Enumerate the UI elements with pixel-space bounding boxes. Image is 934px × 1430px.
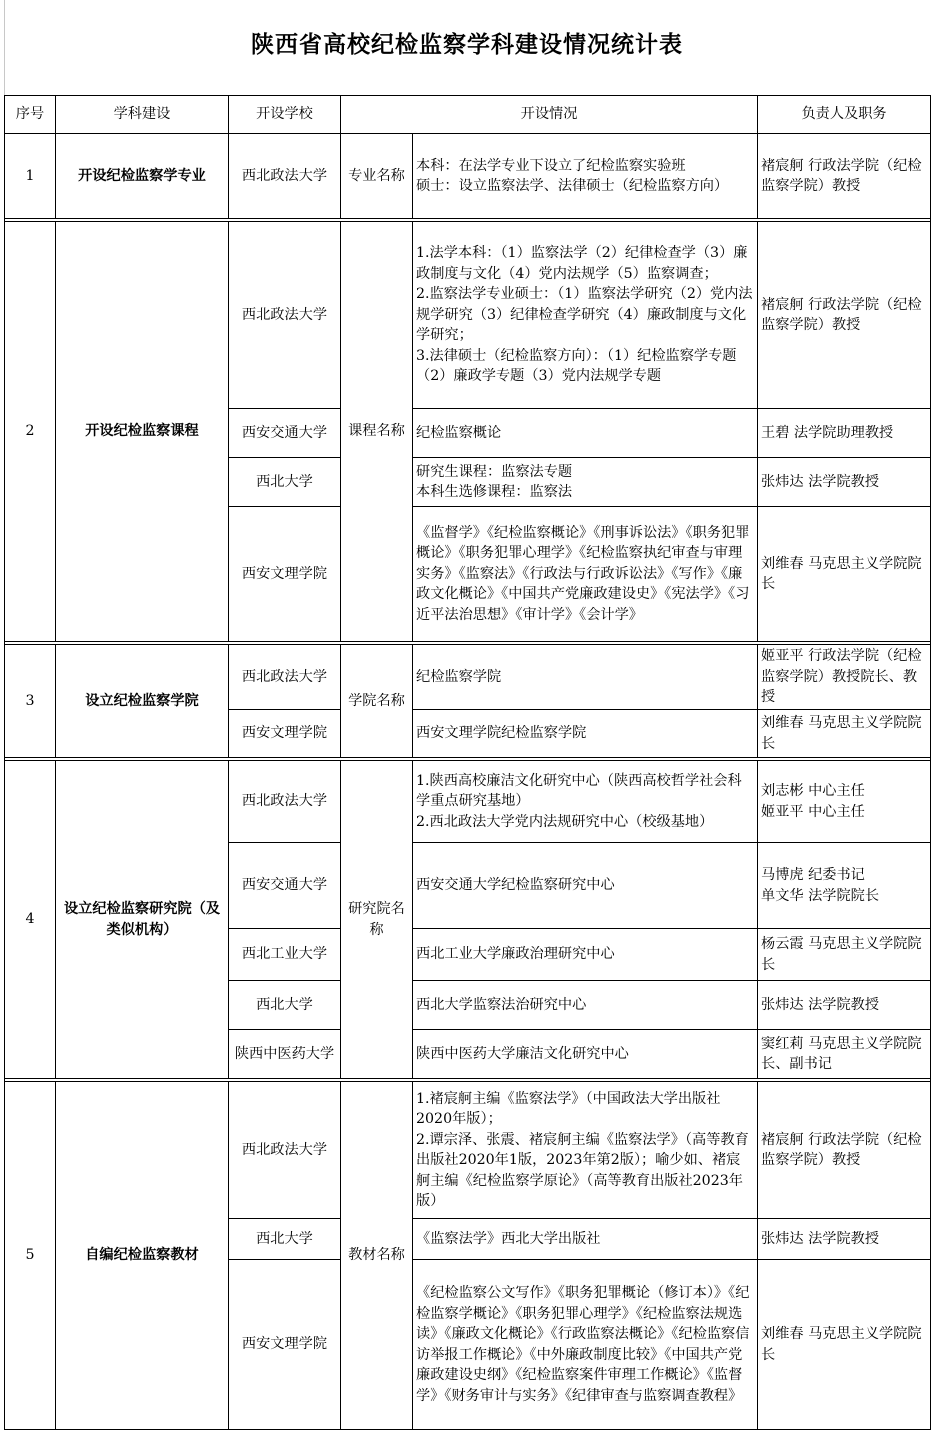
school-name: 西北工业大学: [229, 929, 341, 981]
detail-line: 2.西北政法大学党内法规研究中心（校级基地）: [416, 813, 714, 830]
responsible-person: [758, 507, 931, 642]
detail-line: 本科：在法学专业下设立了纪检监察实验班: [416, 157, 686, 174]
school-name: 西安交通大学: [229, 843, 341, 929]
responsible-person: [758, 222, 931, 409]
detail-line: 1.法学本科：（1）监察法学（2）纪律检查学（3）廉政制度与文化（4）党内法规学（5）监察调查；: [416, 245, 748, 282]
responsible-person: [758, 645, 931, 710]
school-name: 西北大学: [229, 1219, 341, 1260]
table-row: [5, 1082, 931, 1219]
table-row: [5, 222, 931, 409]
header-no: 序号: [5, 96, 56, 134]
detail-line: 2.谭宗泽、张震、褚宸舸主编《监察法学》（高等教育出版社2020年1版，2023年第2版）；喻少如、褚宸舸主编《纪检监察学原论》（高等教育出版社2023年版）: [416, 1131, 749, 1209]
detail-line: 《监督学》《纪检监察概论》《刑事诉讼法》《职务犯罪概论》《职务犯罪心理学》《纪检监察执纪审查与审理实务》《监察法》《行政法与行政诉讼法》《写作》《廉政文化概论》《中国共产党廉政建设史》《宪法学》《习近平法治思想》《审计学》《会计学》: [416, 524, 750, 623]
school-name: 西安交通大学: [229, 409, 341, 458]
header-school: 开设学校: [229, 96, 341, 134]
situation-detail: [413, 761, 758, 843]
category-label: 研究院名称: [341, 761, 413, 1079]
responsible-person: [758, 134, 931, 219]
category-label: 课程名称: [341, 222, 413, 642]
responsible-line: 窦红莉 马克思主义学院院长、副书记: [761, 1035, 922, 1072]
responsible-person: [758, 929, 931, 981]
subject-name: 设立纪检监察学院: [56, 645, 229, 758]
school-name: 西北政法大学: [229, 1082, 341, 1219]
responsible-person: [758, 1082, 931, 1219]
school-name: 西安文理学院: [229, 507, 341, 642]
situation-detail: [413, 1260, 758, 1430]
school-name: 西北大学: [229, 458, 341, 507]
detail-line: 硕士：设立监察法学、法律硕士（纪检监察方向）: [416, 178, 729, 194]
responsible-line: 褚宸舸 行政法学院（纪检监察学院）教授: [761, 296, 922, 333]
school-name: 西北大学: [229, 981, 341, 1030]
detail-line: 本科生选修课程：监察法: [416, 484, 573, 500]
row-number: 2: [5, 222, 56, 642]
detail-line: 西安交通大学纪检监察研究中心: [416, 877, 615, 894]
category-label: 学院名称: [341, 645, 413, 758]
table-row: [5, 134, 931, 219]
detail-line: 3.法律硕士（纪检监察方向）：（1）纪检监察学专题（2）廉政学专题（3）党内法规学专题: [416, 347, 737, 385]
detail-line: 1.褚宸舸主编《监察法学》（中国政法大学出版社2020年版）；: [416, 1090, 721, 1127]
responsible-line: 张炜达 法学院教授: [761, 473, 880, 490]
situation-detail: [413, 507, 758, 642]
detail-line: 西安文理学院纪检监察学院: [416, 725, 587, 742]
page-title: 陕西省高校纪检监察学科建设情况统计表: [251, 31, 683, 58]
responsible-person: [758, 843, 931, 929]
detail-line: 西北工业大学廉政治理研究中心: [416, 946, 615, 963]
situation-detail: [413, 710, 758, 758]
responsible-line: 刘维春 马克思主义学院院长: [761, 555, 922, 592]
responsible-person: [758, 1219, 931, 1260]
detail-line: 纪检监察概论: [416, 424, 502, 441]
responsible-line: 张炜达 法学院教授: [761, 996, 880, 1013]
situation-detail: [413, 134, 758, 219]
school-name: 西北政法大学: [229, 761, 341, 843]
subject-name: 设立纪检监察研究院（及类似机构）: [56, 761, 229, 1079]
situation-detail: [413, 981, 758, 1030]
responsible-line: 单文华 法学院院长: [761, 887, 880, 904]
school-name: 西安文理学院: [229, 710, 341, 758]
detail-line: 1.陕西高校廉洁文化研究中心（陕西高校哲学社会科学重点研究基地）: [416, 772, 742, 810]
responsible-line: 刘志彬 中心主任: [761, 783, 865, 799]
responsible-line: 王碧 法学院助理教授: [761, 424, 894, 441]
responsible-person: [758, 458, 931, 507]
situation-detail: [413, 222, 758, 409]
row-number: 4: [5, 761, 56, 1079]
header-responsible: 负责人及职务: [758, 96, 931, 134]
situation-detail: [413, 1219, 758, 1260]
responsible-line: 褚宸舸 行政法学院（纪检监察学院）教授: [761, 1131, 922, 1168]
detail-line: 《监察法学》西北大学出版社: [416, 1230, 601, 1247]
situation-detail: [413, 458, 758, 507]
header-situation: 开设情况: [341, 96, 758, 134]
school-name: 西北政法大学: [229, 645, 341, 710]
school-name: 西北政法大学: [229, 134, 341, 219]
statistics-table: [4, 95, 931, 1430]
subject-name: 自编纪检监察教材: [56, 1082, 229, 1430]
situation-detail: [413, 929, 758, 981]
responsible-person: [758, 1260, 931, 1430]
responsible-line: 姬亚平 中心主任: [761, 803, 865, 820]
responsible-person: [758, 761, 931, 843]
responsible-line: 刘维春 马克思主义学院院长: [761, 1326, 922, 1363]
responsible-person: [758, 981, 931, 1030]
row-number: 5: [5, 1082, 56, 1430]
school-name: 西北政法大学: [229, 222, 341, 409]
school-name: 陕西中医药大学: [229, 1030, 341, 1079]
detail-line: 研究生课程：监察法专题: [416, 463, 573, 480]
detail-line: 陕西中医药大学廉洁文化研究中心: [416, 1045, 629, 1062]
school-name: 西安文理学院: [229, 1260, 341, 1430]
detail-line: 2.监察法学专业硕士：（1）监察法学研究（2）党内法规学研究（3）纪律检查学研究（4）廉政制度与文化学研究；: [416, 286, 753, 344]
responsible-person: [758, 1030, 931, 1079]
subject-name: 开设纪检监察课程: [56, 222, 229, 642]
situation-detail: [413, 1030, 758, 1079]
table-row: [5, 761, 931, 843]
category-label: 专业名称: [341, 134, 413, 219]
responsible-line: 刘维春 马克思主义学院院长: [761, 715, 922, 752]
detail-line: 《纪检监察公文写作》《职务犯罪概论（修订本）》《纪检监察学概论》《职务犯罪心理学》《纪检监察法规选读》《廉政文化概论》《行政监察法概论》《纪检监察信访举报工作概论》《中外廉政制度比较》《中国共产党廉政建设史纲》《纪检监察案件审理工作概论》《监督学》《财务审计与实务》《纪律审查与监察调查教程》: [416, 1285, 750, 1404]
responsible-line: 褚宸舸 行政法学院（纪检监察学院）教授: [761, 157, 922, 194]
situation-detail: [413, 409, 758, 458]
responsible-line: 姬亚平 行政法学院（纪检监察学院）教授院长、教授: [761, 648, 922, 706]
table-row: [5, 645, 931, 710]
responsible-line: 张炜达 法学院教授: [761, 1230, 880, 1247]
responsible-person: [758, 710, 931, 758]
detail-line: 纪检监察学院: [416, 668, 502, 685]
subject-name: 开设纪检监察学专业: [56, 134, 229, 219]
situation-detail: [413, 843, 758, 929]
category-label: 教材名称: [341, 1082, 413, 1430]
detail-line: 西北大学监察法治研究中心: [416, 996, 587, 1013]
row-number: 3: [5, 645, 56, 758]
header-subject: 学科建设: [56, 96, 229, 134]
responsible-person: [758, 409, 931, 458]
situation-detail: [413, 1082, 758, 1219]
responsible-line: 杨云霞 马克思主义学院院长: [761, 936, 922, 973]
row-number: 1: [5, 134, 56, 219]
responsible-line: 马博虎 纪委书记: [761, 867, 865, 883]
situation-detail: [413, 645, 758, 710]
header-row: [5, 96, 931, 134]
